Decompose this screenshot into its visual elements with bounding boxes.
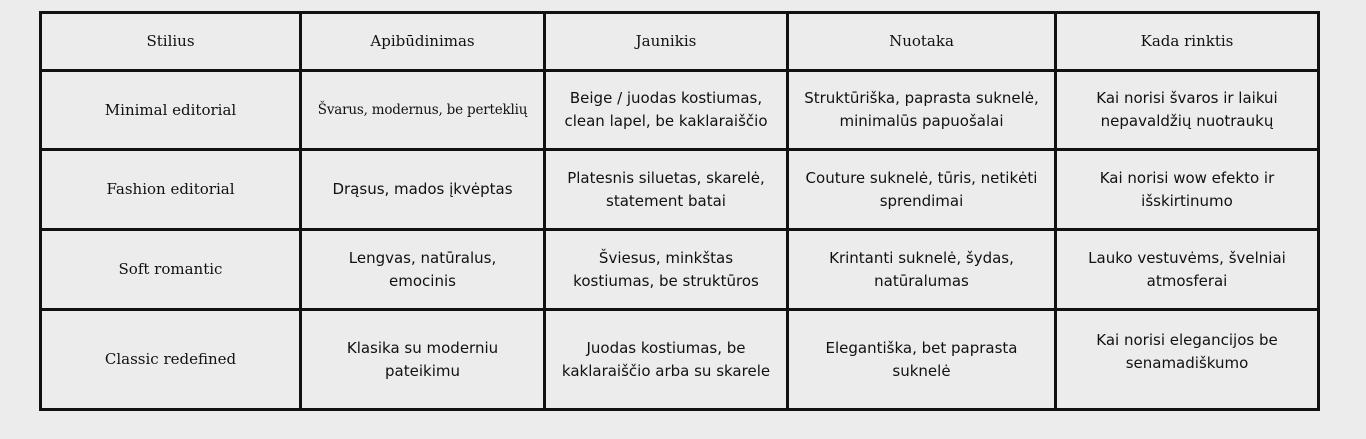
cell-description: Lengvas, natūralus, emocinis	[301, 230, 545, 310]
cell-style: Minimal editorial	[41, 71, 301, 150]
table-header-row	[41, 13, 1319, 71]
cell-bride: Elegantiška, bet paprasta suknelė	[788, 310, 1056, 410]
cell-style: Fashion editorial	[41, 150, 301, 230]
header-description: Apibūdinimas	[301, 13, 545, 71]
cell-when	[1056, 310, 1319, 410]
cell-groom: Šviesus, minkštas kostiumas, be struktūros	[545, 230, 788, 310]
cell-when: Lauko vestuvėms, švelniai atmosferai	[1056, 230, 1319, 310]
table-row	[41, 310, 1319, 410]
cell-description: Švarus, modernus, be perteklių	[301, 71, 545, 150]
cell-bride: Struktūriška, paprasta suknelė, minimalūs papuošalai	[788, 71, 1056, 150]
cell-groom: Beige / juodas kostiumas, clean lapel, be kaklaraiščio	[545, 71, 788, 150]
cell-bride: Krintanti suknelė, šydas, natūralumas	[788, 230, 1056, 310]
header-style: Stilius	[41, 13, 301, 71]
cell-when-text: Kai norisi elegancijos be senamadiškumo	[1096, 330, 1278, 372]
cell-when: Kai norisi wow efekto ir išskirtinumo	[1056, 150, 1319, 230]
header-groom: Jaunikis	[545, 13, 788, 71]
style-comparison-table	[39, 11, 1320, 411]
cell-description: Drąsus, mados įkvėptas	[301, 150, 545, 230]
table-row	[41, 71, 1319, 150]
cell-style: Classic redefined	[41, 310, 301, 410]
cell-style: Soft romantic	[41, 230, 301, 310]
header-bride: Nuotaka	[788, 13, 1056, 71]
style-comparison-table-wrapper	[39, 11, 1320, 411]
cell-groom: Juodas kostiumas, be kaklaraiščio arba su skarele	[545, 310, 788, 410]
cell-bride: Couture suknelė, tūris, netikėti sprendimai	[788, 150, 1056, 230]
cell-when: Kai norisi švaros ir laikui nepavaldžių nuotraukų	[1056, 71, 1319, 150]
cell-description: Klasika su moderniu pateikimu	[301, 310, 545, 410]
table-row	[41, 150, 1319, 230]
cell-groom: Platesnis siluetas, skarelė, statement batai	[545, 150, 788, 230]
header-when: Kada rinktis	[1056, 13, 1319, 71]
table-row	[41, 230, 1319, 310]
